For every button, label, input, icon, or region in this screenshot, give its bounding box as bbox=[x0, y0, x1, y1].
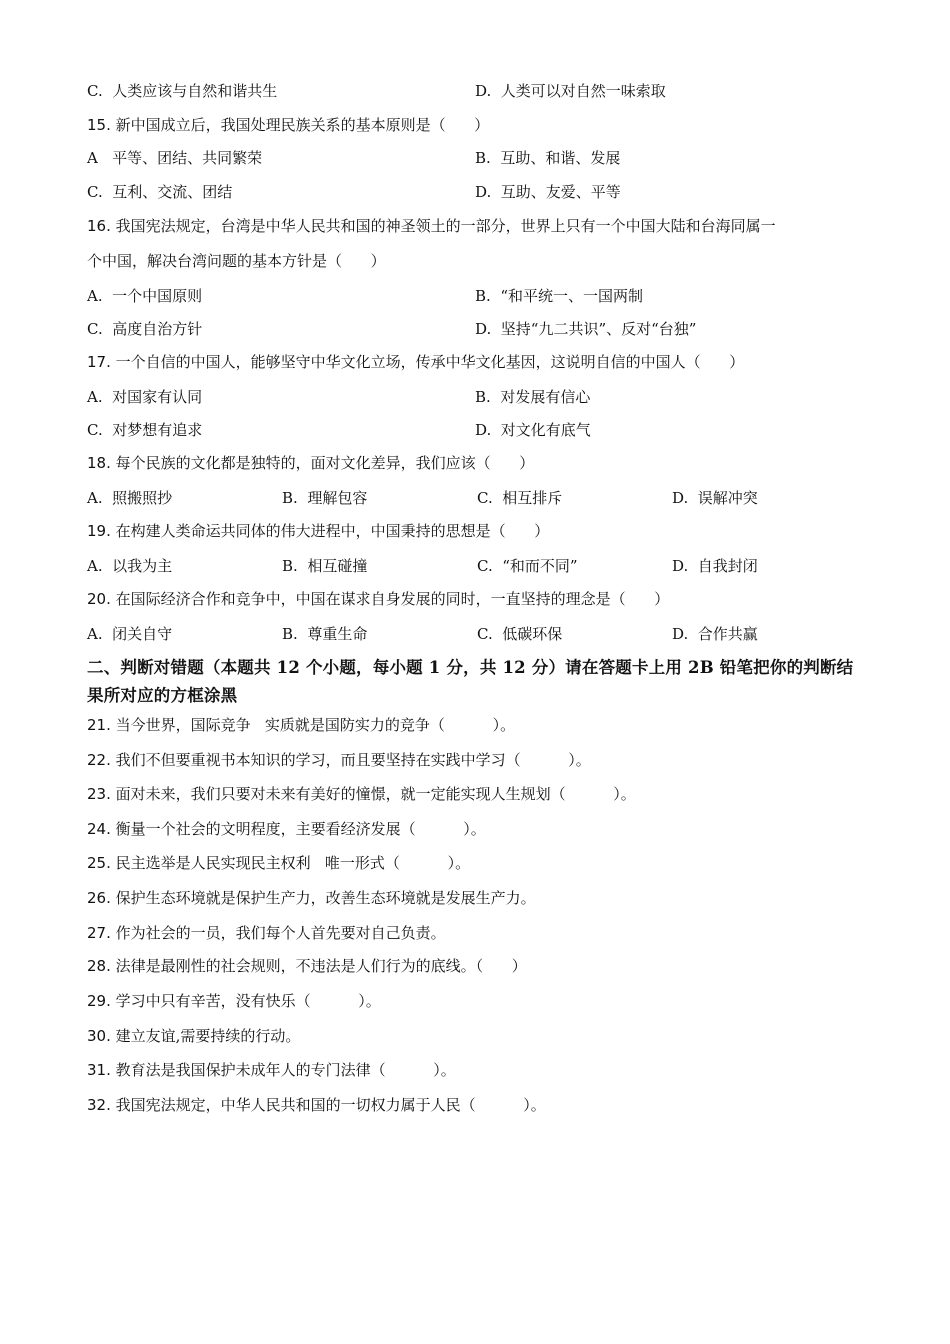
q19-option-a: A. 以我为主 bbox=[87, 557, 173, 575]
judge-number-22: 22. bbox=[87, 751, 111, 769]
q15-text: 新中国成立后，我国处理民族关系的基本原则是（ ） bbox=[110, 116, 490, 134]
q17-option-b: B. 对发展有信心 bbox=[475, 388, 591, 406]
q17-stem bbox=[87, 352, 744, 372]
judge-text-29: 学习中只有辛苦，没有快乐（ ）。 bbox=[110, 992, 381, 1010]
judge-item-22 bbox=[87, 750, 591, 770]
q20-option-b: B. 尊重生命 bbox=[282, 625, 368, 643]
q18-options bbox=[87, 488, 758, 508]
q19-number: 19. bbox=[87, 522, 111, 540]
judge-number-24: 24. bbox=[87, 820, 111, 838]
q20-option-d: D. 合作共赢 bbox=[672, 625, 758, 643]
q20-options bbox=[87, 624, 758, 644]
q16-option-b: B. “和平统一、一国两制 bbox=[475, 287, 643, 305]
q15-options-cd bbox=[87, 182, 621, 202]
judge-text-21: 当今世界，国际竞争 实质就是国防实力的竞争（ ）。 bbox=[110, 716, 516, 734]
q17-option-d: D. 对文化有底气 bbox=[475, 421, 591, 439]
q17-text: 一个自信的中国人，能够坚守中华文化立场，传承中华文化基因，这说明自信的中国人（ ） bbox=[110, 353, 745, 371]
judge-number-31: 31. bbox=[87, 1061, 111, 1079]
q18-option-b: B. 理解包容 bbox=[282, 489, 368, 507]
q18-option-a: A. 照搬照抄 bbox=[87, 489, 173, 507]
judge-item-27 bbox=[87, 923, 446, 943]
q16-options-cd bbox=[87, 319, 696, 339]
q15-options-ab bbox=[87, 148, 620, 168]
q19-option-d: D. 自我封闭 bbox=[672, 557, 758, 575]
q16-stem-line1 bbox=[87, 216, 776, 236]
judge-text-30: 建立友谊,需要持续的行动。 bbox=[110, 1027, 301, 1045]
judge-text-27: 作为社会的一员，我们每个人首先要对自己负责。 bbox=[110, 924, 446, 942]
judge-item-29 bbox=[87, 991, 381, 1011]
judge-text-26: 保护生态环境就是保护生产力，改善生态环境就是发展生产力。 bbox=[110, 889, 536, 907]
q15-number: 15. bbox=[87, 116, 111, 134]
section-2-heading: 二、判断对错题（本题共 12 个小题，每小题 1 分，共 12 分）请在答题卡上用 2B 铅笔把你的判断结果所对应的方框涂黑 bbox=[87, 658, 854, 705]
judge-text-31: 教育法是我国保护未成年人的专门法律（ ）。 bbox=[110, 1061, 456, 1079]
q15-option-a: A 平等、团结、共同繁荣 bbox=[87, 149, 263, 167]
q15-stem bbox=[87, 115, 489, 135]
q18-text: 每个民族的文化都是独特的，面对文化差异，我们应该（ ） bbox=[110, 454, 535, 472]
q14-options-cd bbox=[87, 81, 666, 101]
judge-text-24: 衡量一个社会的文明程度，主要看经济发展（ ）。 bbox=[110, 820, 486, 838]
judge-number-26: 26. bbox=[87, 889, 111, 907]
q19-option-b: B. 相互碰撞 bbox=[282, 557, 368, 575]
judge-number-29: 29. bbox=[87, 992, 111, 1010]
judge-item-31 bbox=[87, 1060, 456, 1080]
judge-number-23: 23. bbox=[87, 785, 111, 803]
q15-option-d: D. 互助、友爱、平等 bbox=[475, 183, 621, 201]
q19-option-c: C. “和而不同” bbox=[477, 557, 578, 575]
judge-number-21: 21. bbox=[87, 716, 111, 734]
q17-option-a: A. 对国家有认同 bbox=[87, 388, 203, 406]
q16-number: 16. bbox=[87, 217, 111, 235]
judge-text-22: 我们不但要重视书本知识的学习，而且要坚持在实践中学习（ ）。 bbox=[110, 751, 591, 769]
q16-option-a: A. 一个中国原则 bbox=[87, 287, 203, 305]
q15-option-c: C. 互利、交流、团结 bbox=[87, 183, 233, 201]
judge-item-32 bbox=[87, 1095, 546, 1115]
judge-number-30: 30. bbox=[87, 1027, 111, 1045]
judge-number-25: 25. bbox=[87, 854, 111, 872]
q16-option-d: D. 坚持“九二共识”、反对“台独” bbox=[475, 320, 697, 338]
q16-option-c: C. 高度自治方针 bbox=[87, 320, 203, 338]
q18-option-d: D. 误解冲突 bbox=[672, 489, 758, 507]
q18-stem bbox=[87, 453, 534, 473]
q19-text: 在构建人类命运共同体的伟大进程中，中国秉持的思想是（ ） bbox=[110, 522, 550, 540]
q20-text: 在国际经济合作和竞争中，中国在谋求自身发展的同时，一直坚持的理念是（ ） bbox=[110, 590, 670, 608]
judge-item-26 bbox=[87, 888, 536, 908]
q20-number: 20. bbox=[87, 590, 111, 608]
judge-item-30 bbox=[87, 1026, 300, 1046]
q17-options-ab bbox=[87, 387, 590, 407]
judge-item-24 bbox=[87, 819, 486, 839]
q15-option-b: B. 互助、和谐、发展 bbox=[475, 149, 621, 167]
judge-number-27: 27. bbox=[87, 924, 111, 942]
q20-stem bbox=[87, 589, 669, 609]
q14-option-d: D. 人类可以对自然一味索取 bbox=[475, 82, 666, 100]
judge-text-23: 面对未来，我们只要对未来有美好的憧憬，就一定能实现人生规划（ ）。 bbox=[110, 785, 636, 803]
q17-option-c: C. 对梦想有追求 bbox=[87, 421, 203, 439]
q18-option-c: C. 相互排斥 bbox=[477, 489, 563, 507]
judge-text-32: 我国宪法规定，中华人民共和国的一切权力属于人民（ ）。 bbox=[110, 1096, 546, 1114]
q16-options-ab bbox=[87, 286, 643, 306]
q20-option-a: A. 闭关自守 bbox=[87, 625, 173, 643]
judge-number-28: 28. bbox=[87, 957, 111, 975]
judge-item-21 bbox=[87, 715, 515, 735]
judge-text-25: 民主选举是人民实现民主权利 唯一形式（ ）。 bbox=[110, 854, 471, 872]
q14-option-c: C. 人类应该与自然和谐共生 bbox=[87, 82, 278, 100]
q19-stem bbox=[87, 521, 549, 541]
judge-item-23 bbox=[87, 784, 636, 804]
q18-number: 18. bbox=[87, 454, 111, 472]
judge-text-28: 法律是最刚性的社会规则，不违法是人们行为的底线。（ ） bbox=[110, 957, 527, 975]
q16-text-line1: 我国宪法规定，台湾是中华人民共和国的神圣领土的一部分，世界上只有一个中国大陆和台海同属一 bbox=[110, 217, 776, 235]
q17-options-cd bbox=[87, 420, 591, 440]
q16-stem-line2: 个中国，解决台湾问题的基本方针是（ ） bbox=[87, 252, 386, 270]
q20-option-c: C. 低碳环保 bbox=[477, 625, 563, 643]
judge-number-32: 32. bbox=[87, 1096, 111, 1114]
judge-item-25 bbox=[87, 853, 470, 873]
judge-item-28 bbox=[87, 956, 527, 976]
q17-number: 17. bbox=[87, 353, 111, 371]
q19-options bbox=[87, 556, 758, 576]
